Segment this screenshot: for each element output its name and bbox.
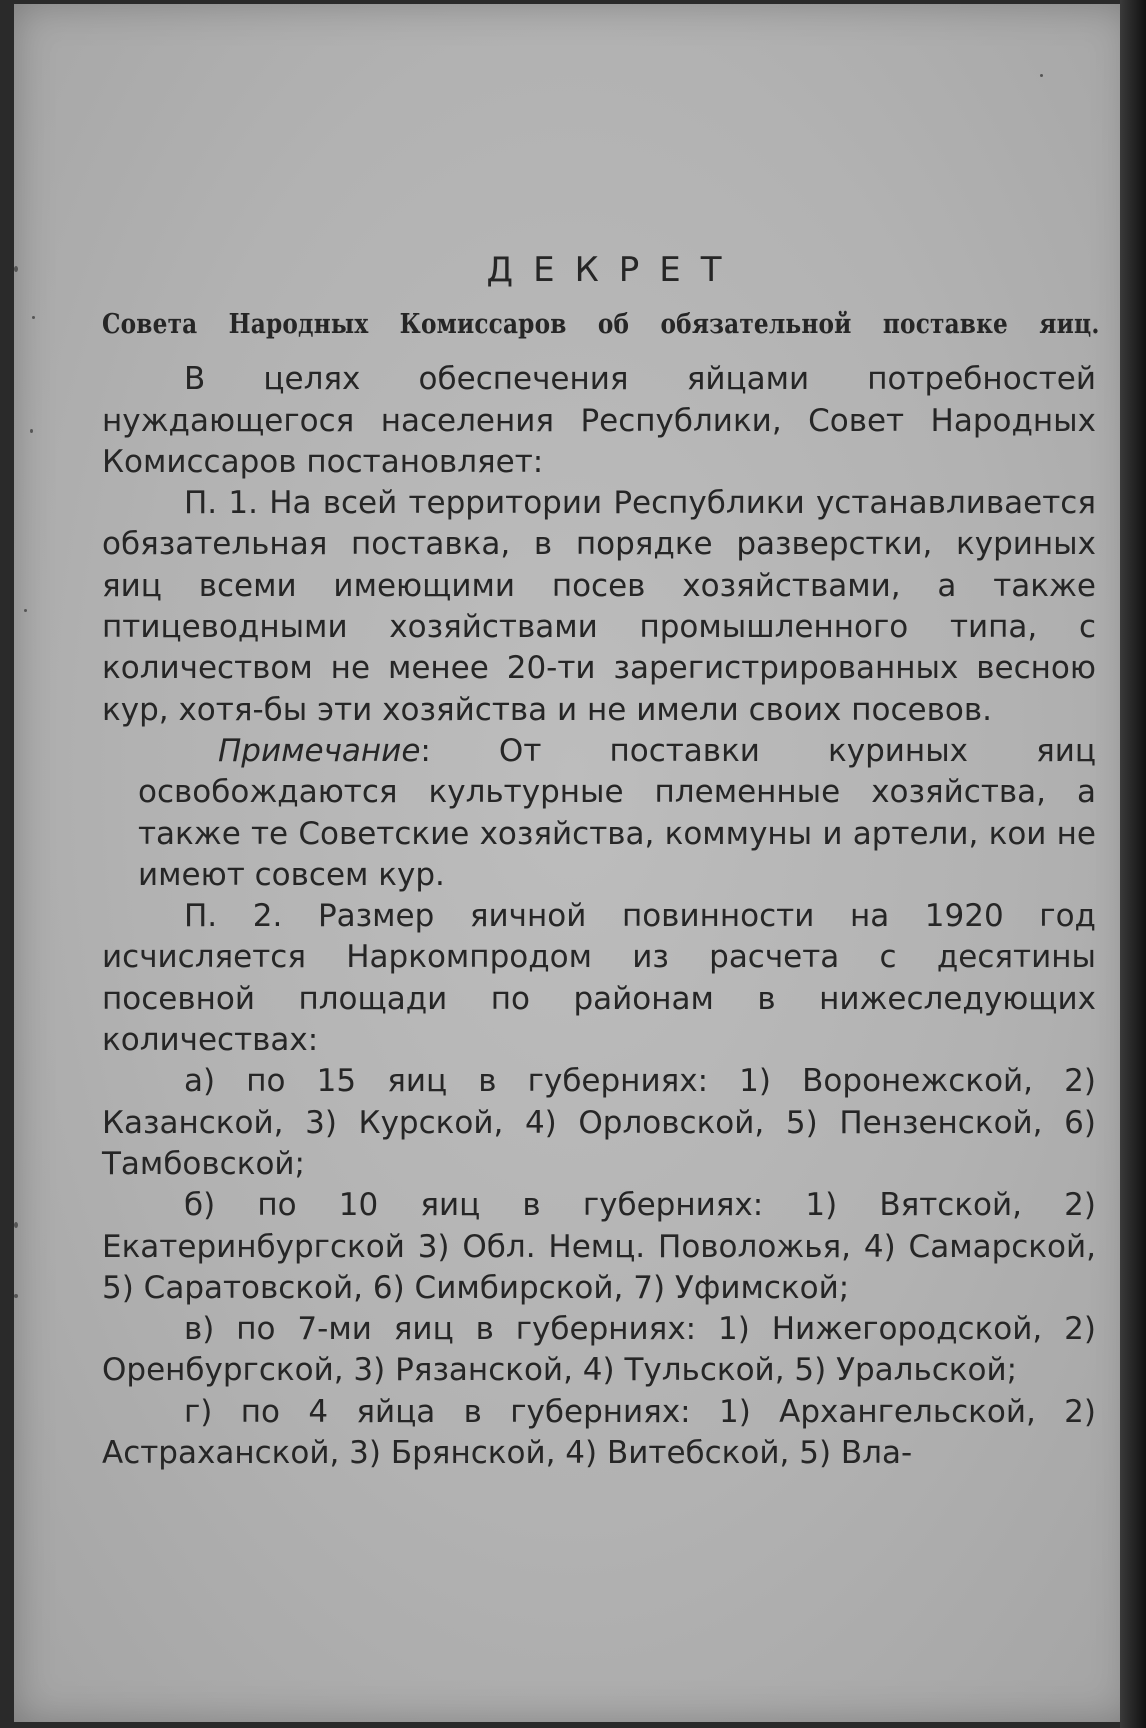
scan-speck [32, 316, 35, 319]
scan-speck [14, 266, 18, 272]
item-g-paragraph: г) по 4 яйца в губерниях: 1) Архангельской, 2) Астраханской, 3) Брянской, 4) Витебской, 5) Вла- [102, 1393, 1096, 1472]
note-label: Примечание [218, 732, 421, 769]
item-a-paragraph: а) по 15 яиц в губерниях: 1) Воронежской, 2) Казанской, 3) Курской, 4) Орловской, 5) Пензенской, 6) Тамбовской; [102, 1063, 1096, 1182]
point-1-paragraph: П. 1. На всей территории Республики устанавливается обязательная поставка, в порядке разверстки, куриных яиц всеми имеющими посев хозяйствами, а также птицеводными хозяйствами промышленного типа, с количеством не менее 20-ти зарегистрированных весною кур, хотя-бы эти хозяйства и не имели своих посевов. [102, 485, 1096, 728]
intro-paragraph: В целях обеспечения яйцами потребностей нуждающегося населения Республики, Совет Народных Комиссаров постановляет: [102, 361, 1096, 480]
scan-speck [14, 1294, 18, 1298]
document-subtitle: Совета Народных Комиссаров об обязательной поставке яиц. [102, 309, 1100, 340]
scan-speck [30, 429, 33, 433]
note-text: : От поставки куриных яиц освобождаются культурные племенные хозяйства, а также те Советские хозяйства, коммуны и артели, кои не имеют совсем кур. [138, 732, 1096, 893]
scan-speck [1040, 74, 1043, 77]
note-paragraph [138, 731, 1096, 896]
point-2-paragraph: П. 2. Размер яичной повинности на 1920 год исчисляется Наркомпродом из расчета с десятины посевной площади по районам в нижеследующих количествах: [102, 898, 1096, 1059]
item-b-paragraph: б) по 10 яиц в губерниях: 1) Вятской, 2) Екатеринбургской 3) Обл. Немц. Поволожья, 4) Самарской, 5) Саратовской, 6) Симбирской, 7) Уфимской; [102, 1187, 1096, 1306]
scan-speck [24, 609, 27, 612]
scan-speck [14, 1222, 18, 1228]
item-v-paragraph: в) по 7-ми яиц в губерниях: 1) Нижегородской, 2) Оренбургской, 3) Рязанской, 4) Тульской, 5) Уральской; [102, 1311, 1096, 1389]
page-edge-shadow [1120, 0, 1146, 1728]
document-title: ДЕКРЕТ [486, 250, 742, 290]
decree-text [102, 248, 1100, 1474]
